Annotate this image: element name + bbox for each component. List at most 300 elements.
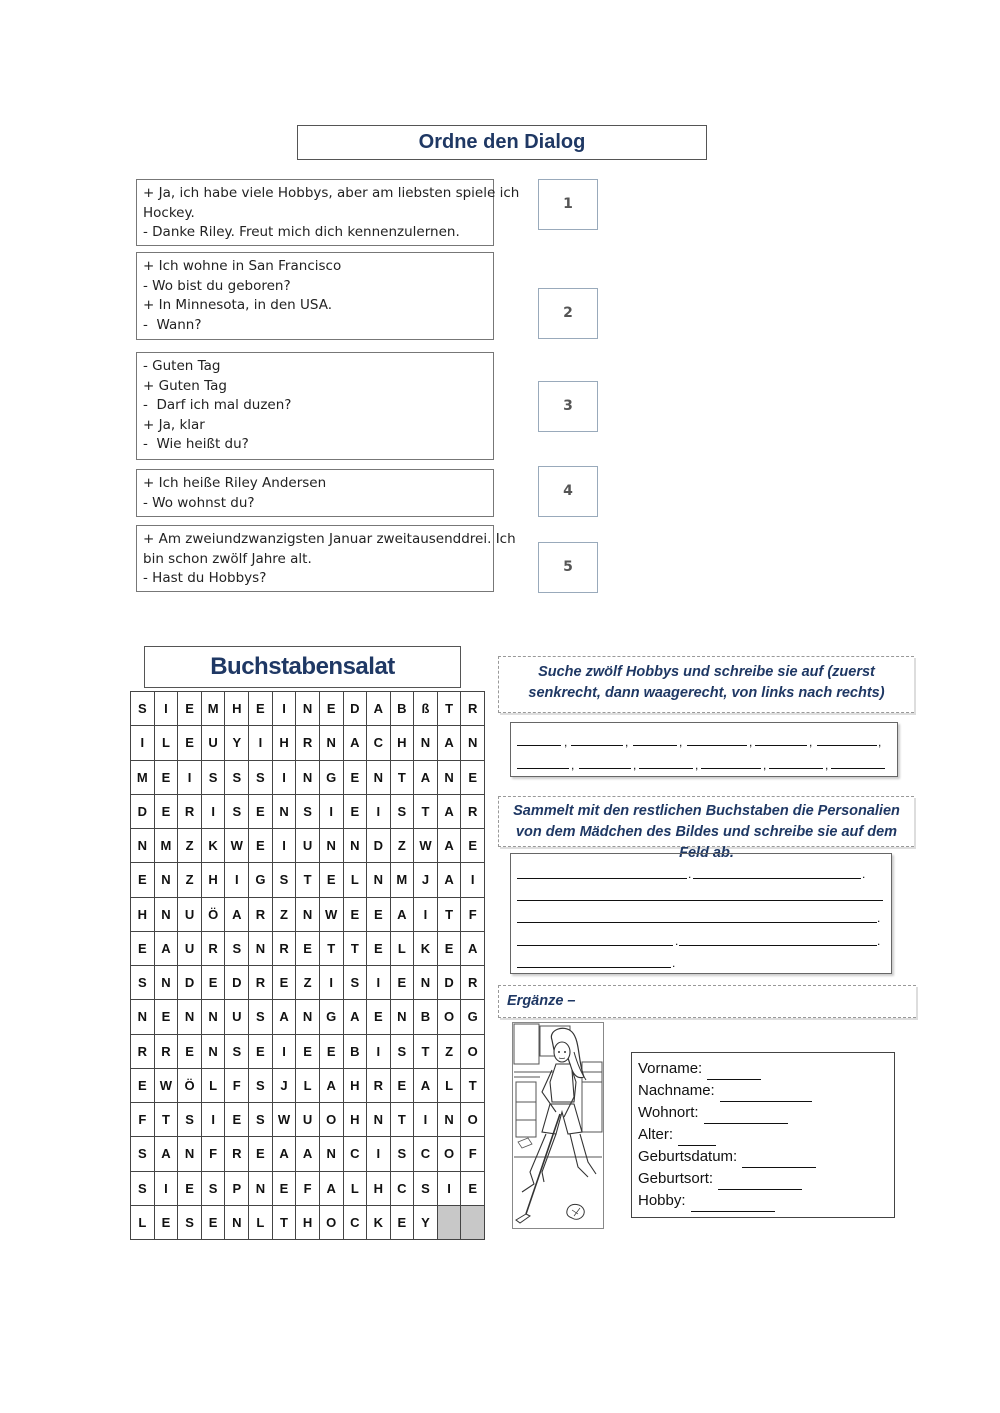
grid-cell[interactable]: E xyxy=(319,692,343,726)
geburtsort-field[interactable] xyxy=(718,1175,802,1190)
puzzle-title: Buchstabensalat xyxy=(144,646,461,688)
grid-cell[interactable]: S xyxy=(201,1171,225,1205)
grid-cell[interactable]: N xyxy=(296,692,319,726)
grid-cell[interactable]: E xyxy=(461,760,485,794)
hobby-answer-line[interactable] xyxy=(687,745,747,746)
dialog-box-1 xyxy=(136,179,520,246)
grid-cell[interactable]: A xyxy=(272,1137,296,1171)
grid-cell[interactable]: E xyxy=(390,1205,414,1239)
grid-cell[interactable]: N xyxy=(319,1137,343,1171)
grid-cell[interactable]: I xyxy=(201,794,225,828)
dialog-line: + Guten Tag xyxy=(143,377,227,394)
personal-data-line[interactable] xyxy=(679,945,877,946)
grid-cell[interactable] xyxy=(437,1205,461,1239)
grid-cell[interactable]: T xyxy=(154,1103,178,1137)
alter-field[interactable] xyxy=(678,1131,716,1146)
grid-cell[interactable]: A xyxy=(343,726,366,760)
grid-cell[interactable]: I xyxy=(154,692,178,726)
profile-label: Vorname: xyxy=(638,1060,703,1077)
grid-cell[interactable]: A xyxy=(272,1000,296,1034)
grid-cell[interactable]: L xyxy=(437,1068,461,1102)
profile-row-vorname xyxy=(638,1058,888,1080)
hobby-answer-line[interactable] xyxy=(639,768,693,769)
grid-cell[interactable]: T xyxy=(414,794,438,828)
grid-cell[interactable]: E xyxy=(343,897,366,931)
grid-cell[interactable]: R xyxy=(272,931,296,965)
personal-data-line[interactable] xyxy=(693,878,861,879)
grid-cell[interactable]: E xyxy=(131,1068,155,1102)
grid-cell[interactable]: T xyxy=(390,760,414,794)
grid-cell[interactable]: N xyxy=(319,726,343,760)
grid-cell[interactable]: F xyxy=(296,1171,319,1205)
grid-cell[interactable]: I xyxy=(249,726,273,760)
grid-cell[interactable]: E xyxy=(201,966,225,1000)
grid-cell[interactable]: D xyxy=(131,794,155,828)
grid-cell[interactable]: S xyxy=(343,966,366,1000)
grid-cell[interactable]: S xyxy=(225,1034,249,1068)
grid-row xyxy=(131,794,485,828)
grid-cell[interactable]: E xyxy=(296,1034,319,1068)
grid-cell[interactable]: C xyxy=(367,726,390,760)
grid-cell[interactable]: C xyxy=(390,1171,414,1205)
profile-label: Geburtsort: xyxy=(638,1170,714,1187)
grid-cell[interactable]: L xyxy=(249,1205,273,1239)
grid-cell[interactable]: S xyxy=(178,1205,202,1239)
grid-cell[interactable]: S xyxy=(272,863,296,897)
geburtsdatum-field[interactable] xyxy=(742,1153,816,1168)
grid-cell[interactable]: D xyxy=(437,966,461,1000)
grid-cell[interactable]: F xyxy=(201,1137,225,1171)
dialog-line: - Guten Tag xyxy=(143,358,221,374)
grid-cell[interactable]: U xyxy=(178,897,202,931)
grid-cell[interactable]: U xyxy=(201,726,225,760)
grid-cell[interactable]: S xyxy=(225,794,249,828)
order-number-box-2[interactable]: 2 xyxy=(538,288,598,339)
grid-cell[interactable]: J xyxy=(414,863,438,897)
grid-cell[interactable]: E xyxy=(154,1205,178,1239)
grid-cell[interactable]: H xyxy=(201,863,225,897)
dialog-line: + Ich heiße Riley Andersen xyxy=(143,475,327,491)
grid-cell[interactable]: K xyxy=(201,829,225,863)
hobby-answer-line[interactable] xyxy=(831,768,885,769)
grid-cell[interactable]: U xyxy=(296,829,319,863)
grid-cell[interactable]: G xyxy=(319,760,343,794)
grid-cell[interactable]: E xyxy=(390,966,414,1000)
order-number-box-3[interactable]: 3 xyxy=(538,381,598,432)
grid-cell[interactable]: I xyxy=(414,1103,438,1137)
grid-cell[interactable]: E xyxy=(178,1171,202,1205)
personal-data-line[interactable] xyxy=(517,967,671,968)
grid-cell[interactable]: E xyxy=(367,897,390,931)
grid-cell[interactable]: E xyxy=(225,1103,249,1137)
grid-cell[interactable]: R xyxy=(249,897,273,931)
grid-cell[interactable]: O xyxy=(461,1103,485,1137)
grid-cell[interactable]: Y xyxy=(225,726,249,760)
grid-cell[interactable]: E xyxy=(343,794,366,828)
grid-cell[interactable]: W xyxy=(272,1103,296,1137)
grid-cell[interactable]: E xyxy=(249,1034,273,1068)
grid-cell[interactable]: E xyxy=(296,931,319,965)
grid-cell[interactable]: G xyxy=(249,863,273,897)
grid-cell[interactable]: I xyxy=(367,1034,390,1068)
grid-cell[interactable]: T xyxy=(414,1034,438,1068)
grid-cell[interactable]: T xyxy=(272,1205,296,1239)
complete-label: Ergänze – xyxy=(498,985,916,1018)
hobby-answer-line[interactable] xyxy=(817,745,877,746)
grid-cell[interactable]: I xyxy=(178,760,202,794)
grid-cell[interactable]: N xyxy=(437,1103,461,1137)
grid-cell[interactable]: C xyxy=(343,1205,366,1239)
grid-cell[interactable]: J xyxy=(272,1068,296,1102)
grid-cell[interactable]: I xyxy=(367,1137,390,1171)
grid-cell[interactable]: S xyxy=(249,1103,273,1137)
grid-cell[interactable]: E xyxy=(461,829,485,863)
grid-cell[interactable]: K xyxy=(414,931,438,965)
grid-cell[interactable]: E xyxy=(249,794,273,828)
grid-cell[interactable]: O xyxy=(319,1103,343,1137)
grid-cell[interactable]: S xyxy=(131,966,155,1000)
grid-cell[interactable]: A xyxy=(390,897,414,931)
grid-cell[interactable]: I xyxy=(131,726,155,760)
comma-separator: , xyxy=(564,735,568,749)
grid-cell[interactable]: N xyxy=(201,1000,225,1034)
grid-cell[interactable]: N xyxy=(343,829,366,863)
grid-cell[interactable]: H xyxy=(296,1205,319,1239)
grid-cell[interactable]: M xyxy=(201,692,225,726)
grid-cell[interactable]: N xyxy=(414,966,438,1000)
grid-cell[interactable]: Z xyxy=(178,829,202,863)
grid-cell[interactable]: M xyxy=(390,863,414,897)
grid-cell[interactable]: S xyxy=(249,1000,273,1034)
profile-row-wohnort xyxy=(638,1102,888,1124)
grid-row xyxy=(131,966,485,1000)
grid-cell[interactable]: T xyxy=(437,897,461,931)
grid-cell[interactable]: L xyxy=(296,1068,319,1102)
hobby-answer-line[interactable] xyxy=(517,745,561,746)
hobby-field[interactable] xyxy=(691,1197,775,1212)
grid-cell[interactable]: F xyxy=(225,1068,249,1102)
grid-cell[interactable]: I xyxy=(272,760,296,794)
hobby-answer-line[interactable] xyxy=(571,745,623,746)
grid-cell[interactable]: Ö xyxy=(178,1068,202,1102)
grid-cell[interactable]: M xyxy=(131,760,155,794)
grid-cell[interactable]: S xyxy=(131,692,155,726)
grid-cell[interactable]: E xyxy=(319,863,343,897)
grid-cell[interactable]: O xyxy=(319,1205,343,1239)
dialog-line: - Wo wohnst du? xyxy=(143,494,255,511)
grid-cell[interactable]: R xyxy=(154,1034,178,1068)
grid-cell[interactable]: S xyxy=(131,1137,155,1171)
grid-cell[interactable]: D xyxy=(343,692,366,726)
grid-cell[interactable]: I xyxy=(367,794,390,828)
grid-cell[interactable]: A xyxy=(154,931,178,965)
grid-cell[interactable]: N xyxy=(154,897,178,931)
grid-cell[interactable]: H xyxy=(131,897,155,931)
grid-cell[interactable]: A xyxy=(225,897,249,931)
grid-cell[interactable]: E xyxy=(131,863,155,897)
grid-cell[interactable]: N xyxy=(390,1000,414,1034)
grid-cell[interactable]: A xyxy=(367,692,390,726)
grid-cell[interactable]: N xyxy=(178,1137,202,1171)
grid-cell[interactable]: H xyxy=(343,1103,366,1137)
grid-cell[interactable]: E xyxy=(154,1000,178,1034)
grid-cell[interactable]: O xyxy=(437,1000,461,1034)
grid-cell[interactable]: N xyxy=(367,760,390,794)
wohnort-field[interactable] xyxy=(704,1109,788,1124)
grid-cell[interactable]: E xyxy=(131,931,155,965)
grid-cell[interactable]: N xyxy=(272,794,296,828)
hobby-answer-line[interactable] xyxy=(701,768,761,769)
instruction-find-hobbies: Suche zwölf Hobbys und schreibe sie auf (zuerst senkrecht, dann waagerecht, von links nach rechts) xyxy=(498,656,914,713)
grid-cell[interactable]: N xyxy=(296,1000,319,1034)
grid-cell[interactable]: A xyxy=(437,829,461,863)
grid-cell[interactable]: H xyxy=(343,1068,366,1102)
grid-cell[interactable]: E xyxy=(367,1000,390,1034)
grid-cell[interactable]: I xyxy=(201,1103,225,1137)
grid-cell[interactable]: N xyxy=(225,1205,249,1239)
grid-cell[interactable]: N xyxy=(296,897,319,931)
grid-cell[interactable]: I xyxy=(437,1171,461,1205)
grid-cell[interactable]: S xyxy=(249,1068,273,1102)
grid-cell[interactable]: O xyxy=(437,1137,461,1171)
grid-cell[interactable]: M xyxy=(154,829,178,863)
grid-cell[interactable]: F xyxy=(131,1103,155,1137)
grid-cell[interactable]: T xyxy=(437,692,461,726)
grid-cell[interactable]: B xyxy=(343,1034,366,1068)
personal-data-line[interactable] xyxy=(517,878,687,879)
grid-cell[interactable]: D xyxy=(178,966,202,1000)
grid-cell[interactable]: S xyxy=(249,760,273,794)
grid-cell[interactable]: T xyxy=(390,1103,414,1137)
personal-data-answer-box xyxy=(510,853,892,974)
grid-cell[interactable]: R xyxy=(201,931,225,965)
grid-cell[interactable]: W xyxy=(154,1068,178,1102)
grid-cell[interactable]: I xyxy=(272,829,296,863)
grid-cell[interactable]: E xyxy=(367,931,390,965)
grid-cell[interactable]: A xyxy=(154,1137,178,1171)
dialog-box-5 xyxy=(136,525,516,592)
grid-row xyxy=(131,863,485,897)
grid-cell[interactable]: Z xyxy=(437,1034,461,1068)
grid-cell[interactable]: R xyxy=(461,794,485,828)
comma-separator: , xyxy=(763,758,767,772)
grid-cell[interactable]: L xyxy=(343,863,366,897)
hobby-answer-line[interactable] xyxy=(755,745,807,746)
grid-cell[interactable]: E xyxy=(178,726,202,760)
grid-cell[interactable]: A xyxy=(296,1137,319,1171)
grid-cell[interactable]: Ö xyxy=(201,897,225,931)
order-number-box-1[interactable]: 1 xyxy=(538,179,598,230)
grid-cell[interactable]: N xyxy=(296,760,319,794)
vorname-field[interactable] xyxy=(707,1065,761,1080)
grid-cell[interactable]: A xyxy=(414,760,438,794)
grid-cell[interactable]: L xyxy=(390,931,414,965)
grid-cell[interactable]: R xyxy=(461,966,485,1000)
grid-cell[interactable]: S xyxy=(390,794,414,828)
order-number-box-5[interactable]: 5 xyxy=(538,542,598,593)
personal-data-line[interactable] xyxy=(517,945,673,946)
grid-cell[interactable]: S xyxy=(390,1034,414,1068)
grid-cell[interactable]: I xyxy=(367,966,390,1000)
grid-cell[interactable]: I xyxy=(414,897,438,931)
grid-cell[interactable]: T xyxy=(343,931,366,965)
comma-separator: , xyxy=(825,758,829,772)
grid-cell[interactable]: I xyxy=(272,1034,296,1068)
grid-cell[interactable]: E xyxy=(249,829,273,863)
grid-cell[interactable]: D xyxy=(225,966,249,1000)
grid-cell[interactable]: S xyxy=(178,1103,202,1137)
grid-cell[interactable]: L xyxy=(201,1068,225,1102)
grid-cell[interactable]: B xyxy=(414,1000,438,1034)
grid-cell[interactable]: S xyxy=(225,931,249,965)
grid-cell[interactable]: Z xyxy=(178,863,202,897)
grid-cell[interactable]: Z xyxy=(296,966,319,1000)
order-number-box-4[interactable]: 4 xyxy=(538,466,598,517)
grid-cell[interactable]: N xyxy=(178,1000,202,1034)
grid-cell[interactable]: N xyxy=(131,1000,155,1034)
grid-cell[interactable]: A xyxy=(437,726,461,760)
grid-cell[interactable]: N xyxy=(249,931,273,965)
grid-cell[interactable]: R xyxy=(131,1034,155,1068)
grid-cell[interactable]: E xyxy=(178,692,202,726)
hobby-answer-line[interactable] xyxy=(769,768,823,769)
grid-cell[interactable]: A xyxy=(319,1171,343,1205)
grid-cell[interactable]: S xyxy=(201,760,225,794)
grid-cell[interactable]: N xyxy=(367,1103,390,1137)
grid-cell[interactable]: R xyxy=(367,1068,390,1102)
grid-cell[interactable] xyxy=(461,1205,485,1239)
hobby-answer-line[interactable] xyxy=(517,768,569,769)
grid-cell[interactable]: A xyxy=(461,931,485,965)
grid-row xyxy=(131,897,485,931)
dialog-line: Hockey. xyxy=(143,204,195,221)
grid-cell[interactable]: S xyxy=(131,1171,155,1205)
grid-cell[interactable]: N xyxy=(154,863,178,897)
grid-cell[interactable]: E xyxy=(249,692,273,726)
grid-cell[interactable]: A xyxy=(319,1068,343,1102)
grid-cell[interactable]: I xyxy=(225,863,249,897)
grid-cell[interactable]: N xyxy=(319,829,343,863)
grid-cell[interactable]: I xyxy=(272,692,296,726)
grid-cell[interactable]: C xyxy=(414,1137,438,1171)
grid-cell[interactable]: Z xyxy=(272,897,296,931)
grid-cell[interactable]: N xyxy=(154,966,178,1000)
grid-cell[interactable]: S xyxy=(296,794,319,828)
grid-cell[interactable]: A xyxy=(414,1068,438,1102)
grid-cell[interactable]: H xyxy=(390,726,414,760)
grid-cell[interactable]: ß xyxy=(414,692,438,726)
grid-cell[interactable]: W xyxy=(414,829,438,863)
grid-cell[interactable]: W xyxy=(319,897,343,931)
grid-cell[interactable]: A xyxy=(437,863,461,897)
grid-cell[interactable]: E xyxy=(461,1171,485,1205)
grid-cell[interactable]: F xyxy=(461,1137,485,1171)
grid-cell[interactable]: E xyxy=(319,1034,343,1068)
grid-cell[interactable]: R xyxy=(461,692,485,726)
grid-cell[interactable]: E xyxy=(437,931,461,965)
grid-cell[interactable]: C xyxy=(343,1137,366,1171)
grid-row xyxy=(131,931,485,965)
grid-cell[interactable]: H xyxy=(367,1171,390,1205)
grid-cell[interactable]: N xyxy=(201,1034,225,1068)
grid-cell[interactable]: R xyxy=(178,794,202,828)
grid-cell[interactable]: O xyxy=(461,1034,485,1068)
grid-cell[interactable]: F xyxy=(461,897,485,931)
hobby-answer-line[interactable] xyxy=(633,745,677,746)
grid-cell[interactable]: U xyxy=(296,1103,319,1137)
grid-cell[interactable]: N xyxy=(414,726,438,760)
grid-cell[interactable]: L xyxy=(154,726,178,760)
grid-cell[interactable]: K xyxy=(367,1205,390,1239)
hobby-answer-line[interactable] xyxy=(579,768,631,769)
grid-cell[interactable]: I xyxy=(319,794,343,828)
grid-cell[interactable]: R xyxy=(225,1137,249,1171)
personal-data-line[interactable] xyxy=(517,922,877,923)
grid-cell[interactable]: L xyxy=(131,1205,155,1239)
dialog-line: - Wie heißt du? xyxy=(143,436,249,453)
grid-cell[interactable]: I xyxy=(154,1171,178,1205)
grid-cell[interactable]: G xyxy=(461,1000,485,1034)
profile-label: Nachname: xyxy=(638,1082,715,1099)
grid-cell[interactable]: E xyxy=(272,966,296,1000)
grid-cell[interactable]: N xyxy=(131,829,155,863)
grid-cell[interactable]: D xyxy=(367,829,390,863)
grid-cell[interactable]: E xyxy=(343,760,366,794)
grid-cell[interactable]: T xyxy=(296,863,319,897)
grid-cell[interactable]: T xyxy=(461,1068,485,1102)
grid-cell[interactable]: S xyxy=(390,1137,414,1171)
period-separator: . xyxy=(688,867,692,881)
personal-data-line[interactable] xyxy=(517,900,883,901)
grid-cell[interactable]: E xyxy=(272,1171,296,1205)
grid-cell[interactable]: W xyxy=(225,829,249,863)
grid-cell[interactable]: N xyxy=(249,1171,273,1205)
grid-cell[interactable]: B xyxy=(390,692,414,726)
grid-cell[interactable]: I xyxy=(319,966,343,1000)
grid-cell[interactable]: H xyxy=(272,726,296,760)
grid-cell[interactable]: N xyxy=(461,726,485,760)
grid-cell[interactable]: H xyxy=(225,692,249,726)
grid-cell[interactable]: L xyxy=(343,1171,366,1205)
grid-cell[interactable]: Z xyxy=(390,829,414,863)
grid-cell[interactable]: U xyxy=(225,1000,249,1034)
grid-cell[interactable]: E xyxy=(178,1034,202,1068)
grid-cell[interactable]: T xyxy=(319,931,343,965)
grid-cell[interactable]: E xyxy=(154,794,178,828)
grid-cell[interactable]: U xyxy=(178,931,202,965)
grid-cell[interactable]: S xyxy=(414,1171,438,1205)
grid-cell[interactable]: S xyxy=(225,760,249,794)
grid-cell[interactable]: R xyxy=(249,966,273,1000)
nachname-field[interactable] xyxy=(720,1087,812,1102)
grid-cell[interactable]: N xyxy=(437,760,461,794)
comma-separator: , xyxy=(809,735,813,749)
grid-cell[interactable]: E xyxy=(249,1137,273,1171)
grid-cell[interactable]: Y xyxy=(414,1205,438,1239)
grid-cell[interactable]: E xyxy=(390,1068,414,1102)
grid-cell[interactable]: A xyxy=(343,1000,366,1034)
grid-cell[interactable]: P xyxy=(225,1171,249,1205)
grid-cell[interactable]: E xyxy=(154,760,178,794)
grid-cell[interactable]: A xyxy=(437,794,461,828)
grid-row xyxy=(131,692,485,726)
grid-cell[interactable]: I xyxy=(461,863,485,897)
grid-cell[interactable]: R xyxy=(296,726,319,760)
grid-cell[interactable]: E xyxy=(201,1205,225,1239)
grid-cell[interactable]: G xyxy=(319,1000,343,1034)
comma-separator: , xyxy=(679,735,683,749)
grid-cell[interactable]: N xyxy=(367,863,390,897)
